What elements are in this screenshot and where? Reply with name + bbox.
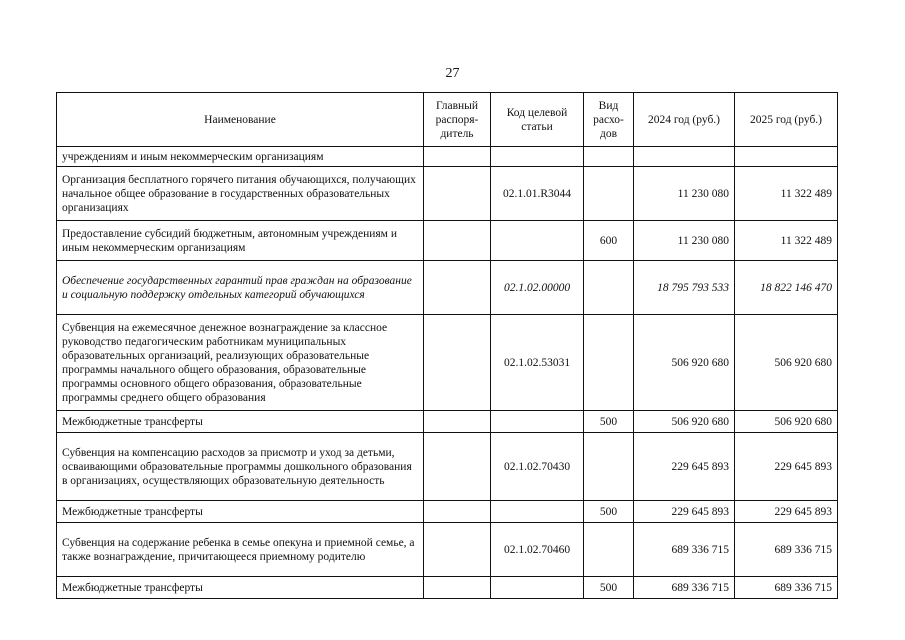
row-amount-2025: 11 322 489 — [735, 221, 838, 261]
row-name: Субвенция на ежемесячное денежное вознаграждение за классное руководство педагогическим работникам муниципальных образовательных организаций, реализующих образовательные программы начального общего образования, образовательные программы основного общего образования, образовательные программы среднего общего образования — [57, 315, 424, 411]
row-amount-2025: 689 336 715 — [735, 577, 838, 599]
row-name: Межбюджетные трансферты — [57, 411, 424, 433]
row-target-code — [491, 221, 584, 261]
row-amount-2024: 229 645 893 — [634, 433, 735, 501]
row-amount-2025: 229 645 893 — [735, 433, 838, 501]
row-amount-2024: 11 230 080 — [634, 221, 735, 261]
table-row — [57, 261, 838, 315]
row-amount-2024: 18 795 793 533 — [634, 261, 735, 315]
header-year-2025: 2025 год (руб.) — [735, 93, 838, 147]
row-amount-2024: 689 336 715 — [634, 577, 735, 599]
row-expense-type — [584, 261, 634, 315]
row-main-manager — [424, 501, 491, 523]
row-target-code — [491, 411, 584, 433]
row-main-manager — [424, 315, 491, 411]
row-target-code — [491, 147, 584, 167]
row-main-manager — [424, 167, 491, 221]
row-expense-type — [584, 167, 634, 221]
row-target-code: 02.1.02.70430 — [491, 433, 584, 501]
row-amount-2024: 229 645 893 — [634, 501, 735, 523]
table-row — [57, 221, 838, 261]
row-name: Субвенция на компенсацию расходов за присмотр и уход за детьми, осваивающими образовательные программы дошкольного образования в организациях, осуществляющих образовательную деятельность — [57, 433, 424, 501]
row-main-manager — [424, 221, 491, 261]
row-main-manager — [424, 577, 491, 599]
row-expense-type: 500 — [584, 501, 634, 523]
row-target-code — [491, 501, 584, 523]
table-row — [57, 523, 838, 577]
row-target-code: 02.1.02.00000 — [491, 261, 584, 315]
header-target-code: Код целевой статьи — [491, 93, 584, 147]
row-expense-type — [584, 315, 634, 411]
row-main-manager — [424, 411, 491, 433]
row-main-manager — [424, 523, 491, 577]
table-body — [57, 147, 838, 599]
table-row — [57, 433, 838, 501]
row-target-code: 02.1.02.53031 — [491, 315, 584, 411]
row-target-code: 02.1.02.70460 — [491, 523, 584, 577]
row-amount-2025: 506 920 680 — [735, 315, 838, 411]
row-name: Предоставление субсидий бюджетным, автономным учреждениям и иным некоммерческим организациям — [57, 221, 424, 261]
table-row — [57, 147, 838, 167]
row-expense-type — [584, 523, 634, 577]
row-name: Организация бесплатного горячего питания обучающихся, получающих начальное общее образование в государственных образовательных организациях — [57, 167, 424, 221]
row-main-manager — [424, 433, 491, 501]
row-amount-2025: 18 822 146 470 — [735, 261, 838, 315]
row-amount-2025: 229 645 893 — [735, 501, 838, 523]
row-amount-2025: 689 336 715 — [735, 523, 838, 577]
budget-table — [56, 92, 838, 599]
row-target-code: 02.1.01.R3044 — [491, 167, 584, 221]
table-row — [57, 315, 838, 411]
row-expense-type: 500 — [584, 577, 634, 599]
row-expense-type: 500 — [584, 411, 634, 433]
table-header-row — [57, 93, 838, 147]
row-amount-2024: 506 920 680 — [634, 411, 735, 433]
row-name: Обеспечение государственных гарантий прав граждан на образование и социальную поддержку отдельных категорий обучающихся — [57, 261, 424, 315]
row-expense-type — [584, 147, 634, 167]
table-row — [57, 577, 838, 599]
header-year-2024: 2024 год (руб.) — [634, 93, 735, 147]
table-row — [57, 501, 838, 523]
header-expense-type: Вид расхо-дов — [584, 93, 634, 147]
row-name: Межбюджетные трансферты — [57, 577, 424, 599]
row-expense-type: 600 — [584, 221, 634, 261]
row-name: учреждениям и иным некоммерческим организациям — [57, 147, 424, 167]
header-main-manager: Главный распоря-дитель — [424, 93, 491, 147]
row-amount-2024: 11 230 080 — [634, 167, 735, 221]
row-amount-2024: 689 336 715 — [634, 523, 735, 577]
row-amount-2025 — [735, 147, 838, 167]
row-name: Субвенция на содержание ребенка в семье опекуна и приемной семье, а также вознаграждение, причитающееся приемному родителю — [57, 523, 424, 577]
row-name: Межбюджетные трансферты — [57, 501, 424, 523]
row-amount-2025: 11 322 489 — [735, 167, 838, 221]
row-amount-2024 — [634, 147, 735, 167]
row-main-manager — [424, 147, 491, 167]
header-name: Наименование — [57, 93, 424, 147]
page-number: 27 — [445, 66, 460, 81]
row-main-manager — [424, 261, 491, 315]
row-amount-2025: 506 920 680 — [735, 411, 838, 433]
table-row — [57, 411, 838, 433]
row-target-code — [491, 577, 584, 599]
row-expense-type — [584, 433, 634, 501]
table-row — [57, 167, 838, 221]
row-amount-2024: 506 920 680 — [634, 315, 735, 411]
